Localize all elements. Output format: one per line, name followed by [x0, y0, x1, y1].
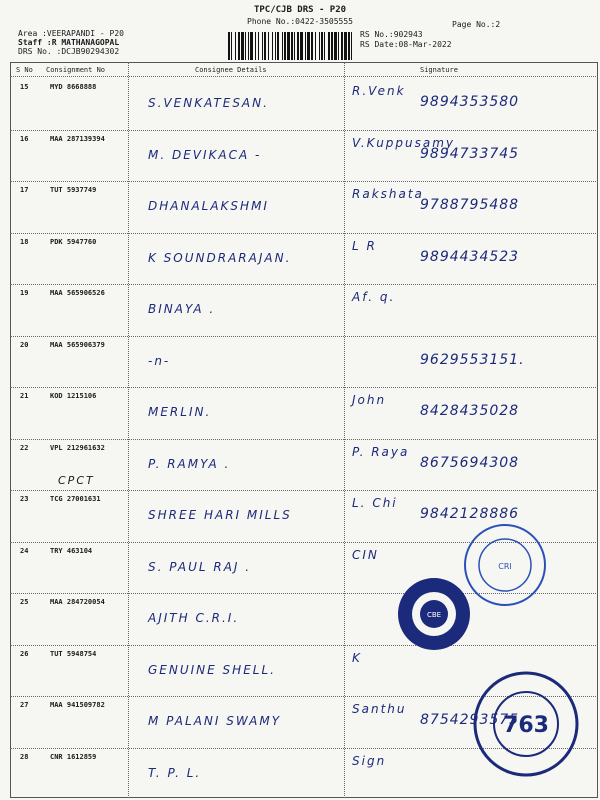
- row-phone: 9788795488: [420, 197, 520, 213]
- row-divider: [10, 130, 598, 131]
- row-signature: Santhu: [352, 702, 407, 716]
- phone-number: Phone No.:0422-3505555: [247, 17, 353, 26]
- row-phone: 8675694308: [420, 454, 520, 471]
- row-consignment-no: MAA 565906526: [50, 289, 105, 297]
- row-divider: [10, 336, 598, 337]
- svg-text:CRI: CRI: [498, 562, 512, 571]
- barcode-bar: [341, 32, 343, 60]
- row-consignee-name: P. RAMYA .: [148, 456, 231, 471]
- row-consignment-no: MYD 8668888: [50, 83, 97, 91]
- barcode-bar: [238, 32, 240, 60]
- page-number: Page No.:2: [452, 20, 501, 29]
- row-signature: John: [352, 393, 387, 407]
- row-sno: 17: [20, 186, 29, 194]
- rs-number: RS No.:902943: [360, 30, 423, 39]
- row-divider: [10, 439, 598, 440]
- row-consignment-no: VPL 212961632: [50, 443, 105, 452]
- barcode-bar: [334, 32, 337, 60]
- row-divider: [10, 387, 598, 388]
- row-consignment-no: MAA 565906379: [50, 340, 105, 349]
- row-signature: P. Raya: [352, 444, 410, 459]
- barcode-bar: [321, 32, 323, 60]
- college-stamp: [472, 670, 580, 778]
- barcode-bar: [250, 32, 253, 60]
- barcode-bar: [275, 32, 276, 60]
- row-sno: 25: [20, 598, 29, 606]
- row-consignee-name: GENUINE SHELL.: [148, 662, 276, 677]
- row-phone: 9629553151.: [420, 351, 525, 368]
- row-divider: [10, 181, 598, 182]
- drs-number: DRS No. :DCJB90294302: [18, 47, 120, 56]
- row-signature: L. Chi: [352, 496, 398, 510]
- row-consignment-no: CNR 1612859: [50, 752, 97, 761]
- column-divider: [344, 62, 345, 798]
- margin-note: CPCT: [58, 474, 95, 487]
- barcode-bar: [245, 32, 246, 60]
- row-sno: 22: [20, 443, 29, 452]
- rs-date: RS Date:08-Mar-2022: [360, 40, 452, 49]
- row-consignment-no: KOD 1215106: [50, 392, 97, 400]
- row-consignment-no: MAA 284720054: [50, 598, 105, 606]
- row-consignment-no: PDK 5947760: [50, 237, 97, 246]
- barcode-bar: [258, 32, 259, 60]
- barcode-bar: [319, 32, 320, 60]
- row-consignment-no: MAA 941509782: [50, 701, 105, 709]
- barcode-bar: [300, 32, 303, 60]
- barcode-bar: [351, 32, 352, 60]
- row-signature: Rakshata: [352, 187, 424, 201]
- row-divider: [10, 284, 598, 285]
- row-sno: 28: [20, 752, 29, 761]
- row-phone: 9894733745: [420, 145, 520, 162]
- barcode-bar: [241, 32, 244, 60]
- college-stamp-number: 763: [503, 713, 549, 738]
- row-sno: 18: [20, 237, 29, 246]
- barcode-bar: [262, 32, 263, 60]
- barcode-bar: [307, 32, 310, 60]
- col-header-consignment: Consignment No: [46, 66, 106, 74]
- row-sno: 15: [20, 83, 29, 91]
- barcode-bar: [328, 32, 330, 60]
- column-divider: [128, 62, 129, 798]
- company-stamp: [396, 576, 472, 652]
- col-header-signature: Signature: [420, 66, 458, 74]
- row-consignee-name: S. PAUL RAJ .: [148, 559, 252, 574]
- row-phone: 9894434523: [420, 248, 520, 265]
- barcode-bar: [272, 32, 273, 60]
- row-consignee-name: MERLIN.: [148, 405, 212, 419]
- row-divider: [10, 490, 598, 491]
- barcode-bar: [228, 32, 230, 60]
- row-sno: 20: [20, 340, 29, 349]
- row-consignee-name: DHANALAKSHMI: [148, 199, 269, 213]
- college-stamp-text: [472, 780, 473, 781]
- barcode-bar: [231, 32, 232, 60]
- row-phone: 9842128886: [420, 506, 520, 522]
- row-sno: 16: [20, 134, 29, 143]
- barcode-bar: [282, 32, 283, 60]
- row-consignee-name: SHREE HARI MILLS: [148, 508, 292, 522]
- row-divider: [10, 645, 598, 646]
- row-signature: Af. q.: [352, 290, 396, 304]
- company-stamp-text: [396, 656, 397, 657]
- row-consignee-name: AJITH C.R.I.: [148, 611, 240, 625]
- row-signature: R.Venk: [352, 84, 406, 98]
- area-label: Area :VEERAPANDI - P20: [18, 29, 124, 38]
- barcode-bar: [287, 32, 290, 60]
- row-signature: Sign: [352, 753, 387, 768]
- col-header-sno: S No: [16, 66, 33, 74]
- row-consignee-name: K SOUNDRARAJAN.: [148, 250, 292, 265]
- barcode-bar: [268, 32, 269, 60]
- barcode-bar: [305, 32, 306, 60]
- barcode-bar: [294, 32, 295, 60]
- row-signature: L R: [352, 238, 377, 253]
- barcode-bar: [255, 32, 256, 60]
- row-sno: 26: [20, 649, 29, 658]
- document-title: TPC/CJB DRS - P20: [253, 5, 347, 15]
- row-consignee-name: -n-: [148, 353, 171, 368]
- header-divider: [10, 76, 598, 77]
- barcode-bar: [324, 32, 325, 60]
- row-signature: V.Kuppusamy: [352, 135, 456, 150]
- barcode-bar: [348, 32, 350, 60]
- barcode-bar: [277, 32, 279, 60]
- row-phone: 9894353580: [420, 94, 520, 110]
- barcode-bar: [297, 32, 299, 60]
- row-sno: 21: [20, 392, 29, 400]
- barcode-bar: [331, 32, 333, 60]
- row-sno: 24: [20, 546, 29, 555]
- barcode-bar: [338, 32, 339, 60]
- row-consignment-no: TUT 5948754: [50, 649, 97, 658]
- barcode-bar: [291, 32, 293, 60]
- row-divider: [10, 233, 598, 234]
- barcode-bar: [284, 32, 286, 60]
- row-signature: K: [352, 650, 362, 665]
- row-consignment-no: TCG 27001631: [50, 495, 101, 503]
- barcode-bar: [264, 32, 266, 60]
- row-consignment-no: TUT 5937749: [50, 186, 97, 194]
- row-sno: 23: [20, 495, 29, 503]
- row-consignee-name: S.VENKATESAN.: [148, 96, 269, 110]
- barcode-bar: [248, 32, 249, 60]
- row-consignee-name: T. P. L.: [148, 765, 202, 780]
- row-consignment-no: MAA 287139394: [50, 134, 105, 143]
- row-consignee-name: M PALANI SWAMY: [148, 714, 282, 728]
- barcode-bar: [311, 32, 313, 60]
- row-sno: 27: [20, 701, 29, 709]
- staff-label: Staff :R MATHANAGOPAL: [18, 38, 120, 47]
- row-consignment-no: TRY 463104: [50, 546, 93, 555]
- barcode-bar: [235, 32, 236, 60]
- blue-round-stamp: [462, 522, 548, 608]
- row-consignee-name: M. DEVIKACA -: [148, 147, 262, 162]
- col-header-consignee: Consignee Details: [195, 66, 267, 74]
- row-phone: 8754293575: [420, 712, 520, 728]
- row-phone: 8428435028: [420, 403, 520, 419]
- row-signature: CIN: [352, 547, 379, 562]
- row-consignee-name: BINAYA .: [148, 302, 216, 316]
- svg-text:CBE: CBE: [426, 611, 442, 619]
- row-sno: 19: [20, 289, 29, 297]
- barcode-bar: [344, 32, 347, 60]
- barcode: [228, 32, 352, 60]
- barcode-bar: [315, 32, 316, 60]
